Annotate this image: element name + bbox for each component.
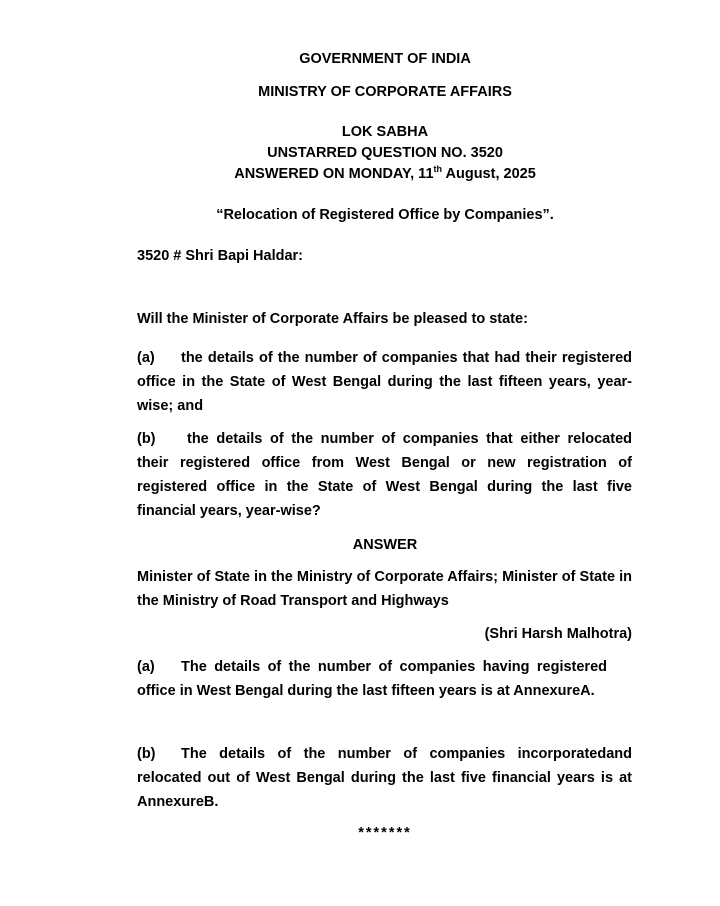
questioner-name: 3520 # Shri Bapi Haldar: <box>137 248 304 264</box>
question-a-text: the details of the number of companies that had their registered office in the State of West Bengal during the last fifteen years, year-wise; and <box>137 350 632 414</box>
end-of-document-mark: ******* <box>358 825 412 841</box>
header-question-number: UNSTARRED QUESTION NO. 3520 <box>267 145 503 161</box>
header-answered-date <box>0 166 720 182</box>
question-b-label: (b) <box>137 431 156 447</box>
minister-name: (Shri Harsh Malhotra) <box>484 626 632 642</box>
question-b-text: the details of the number of companies that either relocated their registered office from West Bengal or new registration of registered office in the State of West Bengal during the last five financial years, year-wise? <box>137 431 632 519</box>
answer-a-text: The details of the number of companies having registered office in West Bengal during the last fifteen years is at AnnexureA. <box>137 659 607 699</box>
question-intro: Will the Minister of Corporate Affairs be pleased to state: <box>137 311 528 327</box>
question-subject: “Relocation of Registered Office by Companies”. <box>216 207 554 223</box>
header-house: LOK SABHA <box>341 124 429 140</box>
answer-a <box>137 655 607 703</box>
answer-heading: ANSWER <box>352 537 418 553</box>
header-government: GOVERNMENT OF INDIA <box>299 51 471 67</box>
question-a <box>137 346 632 418</box>
answered-date-suffix: August, 2025 <box>442 166 536 182</box>
question-b <box>137 427 632 523</box>
answer-a-label: (a) <box>137 659 155 675</box>
answer-b-label: (b) <box>137 746 156 762</box>
answered-date-superscript: th <box>433 164 443 174</box>
answer-b <box>137 742 632 814</box>
question-a-label: (a) <box>137 350 155 366</box>
answer-b-text: The details of the number of companies incorporatedand relocated out of West Bengal during the last five financial years is at AnnexureB. <box>137 746 632 810</box>
minister-title: Minister of State in the Ministry of Corporate Affairs; Minister of State in the Ministry of Road Transport and Highways <box>137 569 632 609</box>
answered-date-prefix: ANSWERED ON MONDAY, 11 <box>234 166 434 182</box>
header-ministry: MINISTRY OF CORPORATE AFFAIRS <box>258 84 512 100</box>
